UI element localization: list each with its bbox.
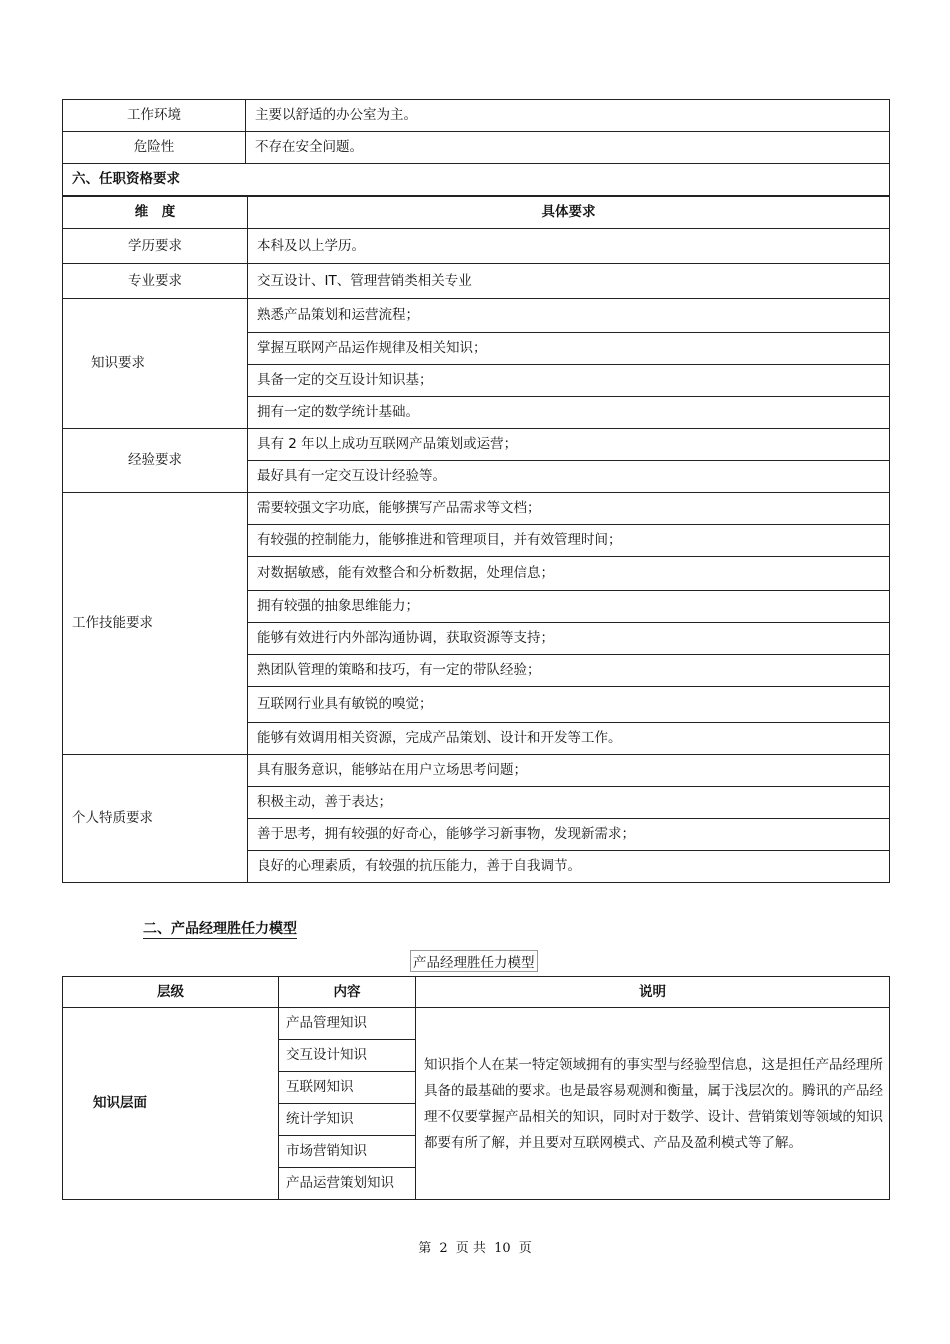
knowledge-label: 知识要求 xyxy=(63,299,248,429)
table-row xyxy=(63,264,890,299)
footer-mid: 页 共 xyxy=(455,1241,486,1256)
section-heading-text: 二、产品经理胜任力模型 xyxy=(143,921,297,937)
list-item: 拥有一定的数学统计基础。 xyxy=(248,397,890,429)
table-row xyxy=(63,229,890,264)
footer-prefix: 第 xyxy=(418,1241,432,1256)
header-content: 内容 xyxy=(279,977,416,1008)
list-item: 有较强的控制能力，能够推进和管理项目，并有效管理时间； xyxy=(248,525,890,557)
section-heading: 六、任职资格要求 xyxy=(63,164,890,196)
list-item: 良好的心理素质，有较强的抗压能力，善于自我调节。 xyxy=(248,851,890,883)
footer-suffix: 页 xyxy=(518,1241,532,1256)
table-row xyxy=(63,1008,890,1040)
description: 知识指个人在某一特定领域拥有的事实型与经验型信息，这是担任产品经理所具备的最基础的要求。也是最容易观测和衡量，属于浅层次的。腾讯的产品经理不仅要掌握产品相关的知识，同时对于数学、设计、营销策划等领域的知识都要有所了解，并且要对互联网模式、产品及盈利模式等了解。 xyxy=(416,1008,890,1200)
row-value: 不存在安全问题。 xyxy=(246,132,890,164)
level-label: 知识层面 xyxy=(63,1008,279,1200)
competency-model-table xyxy=(62,976,890,1200)
row-label: 危险性 xyxy=(63,132,246,164)
section-row xyxy=(63,164,890,196)
list-item: 互联网行业具有敏锐的嗅觉； xyxy=(248,687,890,723)
list-item: 积极主动，善于表达； xyxy=(248,787,890,819)
table-row xyxy=(63,429,890,461)
list-item: 能够有效进行内外部沟通协调，获取资源等支持； xyxy=(248,623,890,655)
qualification-table xyxy=(62,196,890,883)
list-item: 熟团队管理的策略和技巧，有一定的带队经验； xyxy=(248,655,890,687)
traits-label: 个人特质要求 xyxy=(63,755,248,883)
table-row xyxy=(63,755,890,787)
row-value: 本科及以上学历。 xyxy=(248,229,890,264)
skills-label: 工作技能要求 xyxy=(63,493,248,755)
list-item: 需要较强文字功底，能够撰写产品需求等文档； xyxy=(248,493,890,525)
table-caption: 产品经理胜任力模型 xyxy=(410,950,538,972)
list-item: 交互设计知识 xyxy=(279,1040,416,1072)
list-item: 产品运营策划知识 xyxy=(279,1168,416,1200)
list-item: 市场营销知识 xyxy=(279,1136,416,1168)
row-value: 主要以舒适的办公室为主。 xyxy=(246,100,890,132)
experience-label: 经验要求 xyxy=(63,429,248,493)
row-label: 专业要求 xyxy=(63,264,248,299)
list-item: 产品管理知识 xyxy=(279,1008,416,1040)
table-row xyxy=(63,100,890,132)
list-item: 拥有较强的抽象思维能力； xyxy=(248,591,890,623)
list-item: 最好具有一定交互设计经验等。 xyxy=(248,461,890,493)
list-item: 熟悉产品策划和运营流程； xyxy=(248,299,890,333)
row-value: 交互设计、IT、管理营销类相关专业 xyxy=(248,264,890,299)
header-level: 层级 xyxy=(63,977,279,1008)
list-item: 具有 2 年以上成功互联网产品策划或运营； xyxy=(248,429,890,461)
footer-page-number: 2 xyxy=(439,1241,448,1256)
row-label: 学历要求 xyxy=(63,229,248,264)
table-header-row xyxy=(63,977,890,1008)
list-item: 能够有效调用相关资源，完成产品策划、设计和开发等工作。 xyxy=(248,723,890,755)
header-requirement: 具体要求 xyxy=(248,197,890,229)
list-item: 统计学知识 xyxy=(279,1104,416,1136)
table-row xyxy=(63,132,890,164)
table-row xyxy=(63,493,890,525)
list-item: 具备一定的交互设计知识基； xyxy=(248,365,890,397)
work-environment-table xyxy=(62,99,890,196)
list-item: 对数据敏感，能有效整合和分析数据，处理信息； xyxy=(248,557,890,591)
list-item: 互联网知识 xyxy=(279,1072,416,1104)
list-item: 具有服务意识，能够站在用户立场思考问题； xyxy=(248,755,890,787)
header-desc: 说明 xyxy=(416,977,890,1008)
footer-total-pages: 10 xyxy=(494,1241,511,1256)
header-dimension: 维 度 xyxy=(63,197,248,229)
list-item: 善于思考，拥有较强的好奇心，能够学习新事物，发现新需求； xyxy=(248,819,890,851)
table-row xyxy=(63,299,890,333)
page-footer xyxy=(0,1237,950,1256)
section-heading xyxy=(143,918,297,938)
list-item: 掌握互联网产品运作规律及相关知识； xyxy=(248,333,890,365)
table-header-row xyxy=(63,197,890,229)
row-label: 工作环境 xyxy=(63,100,246,132)
